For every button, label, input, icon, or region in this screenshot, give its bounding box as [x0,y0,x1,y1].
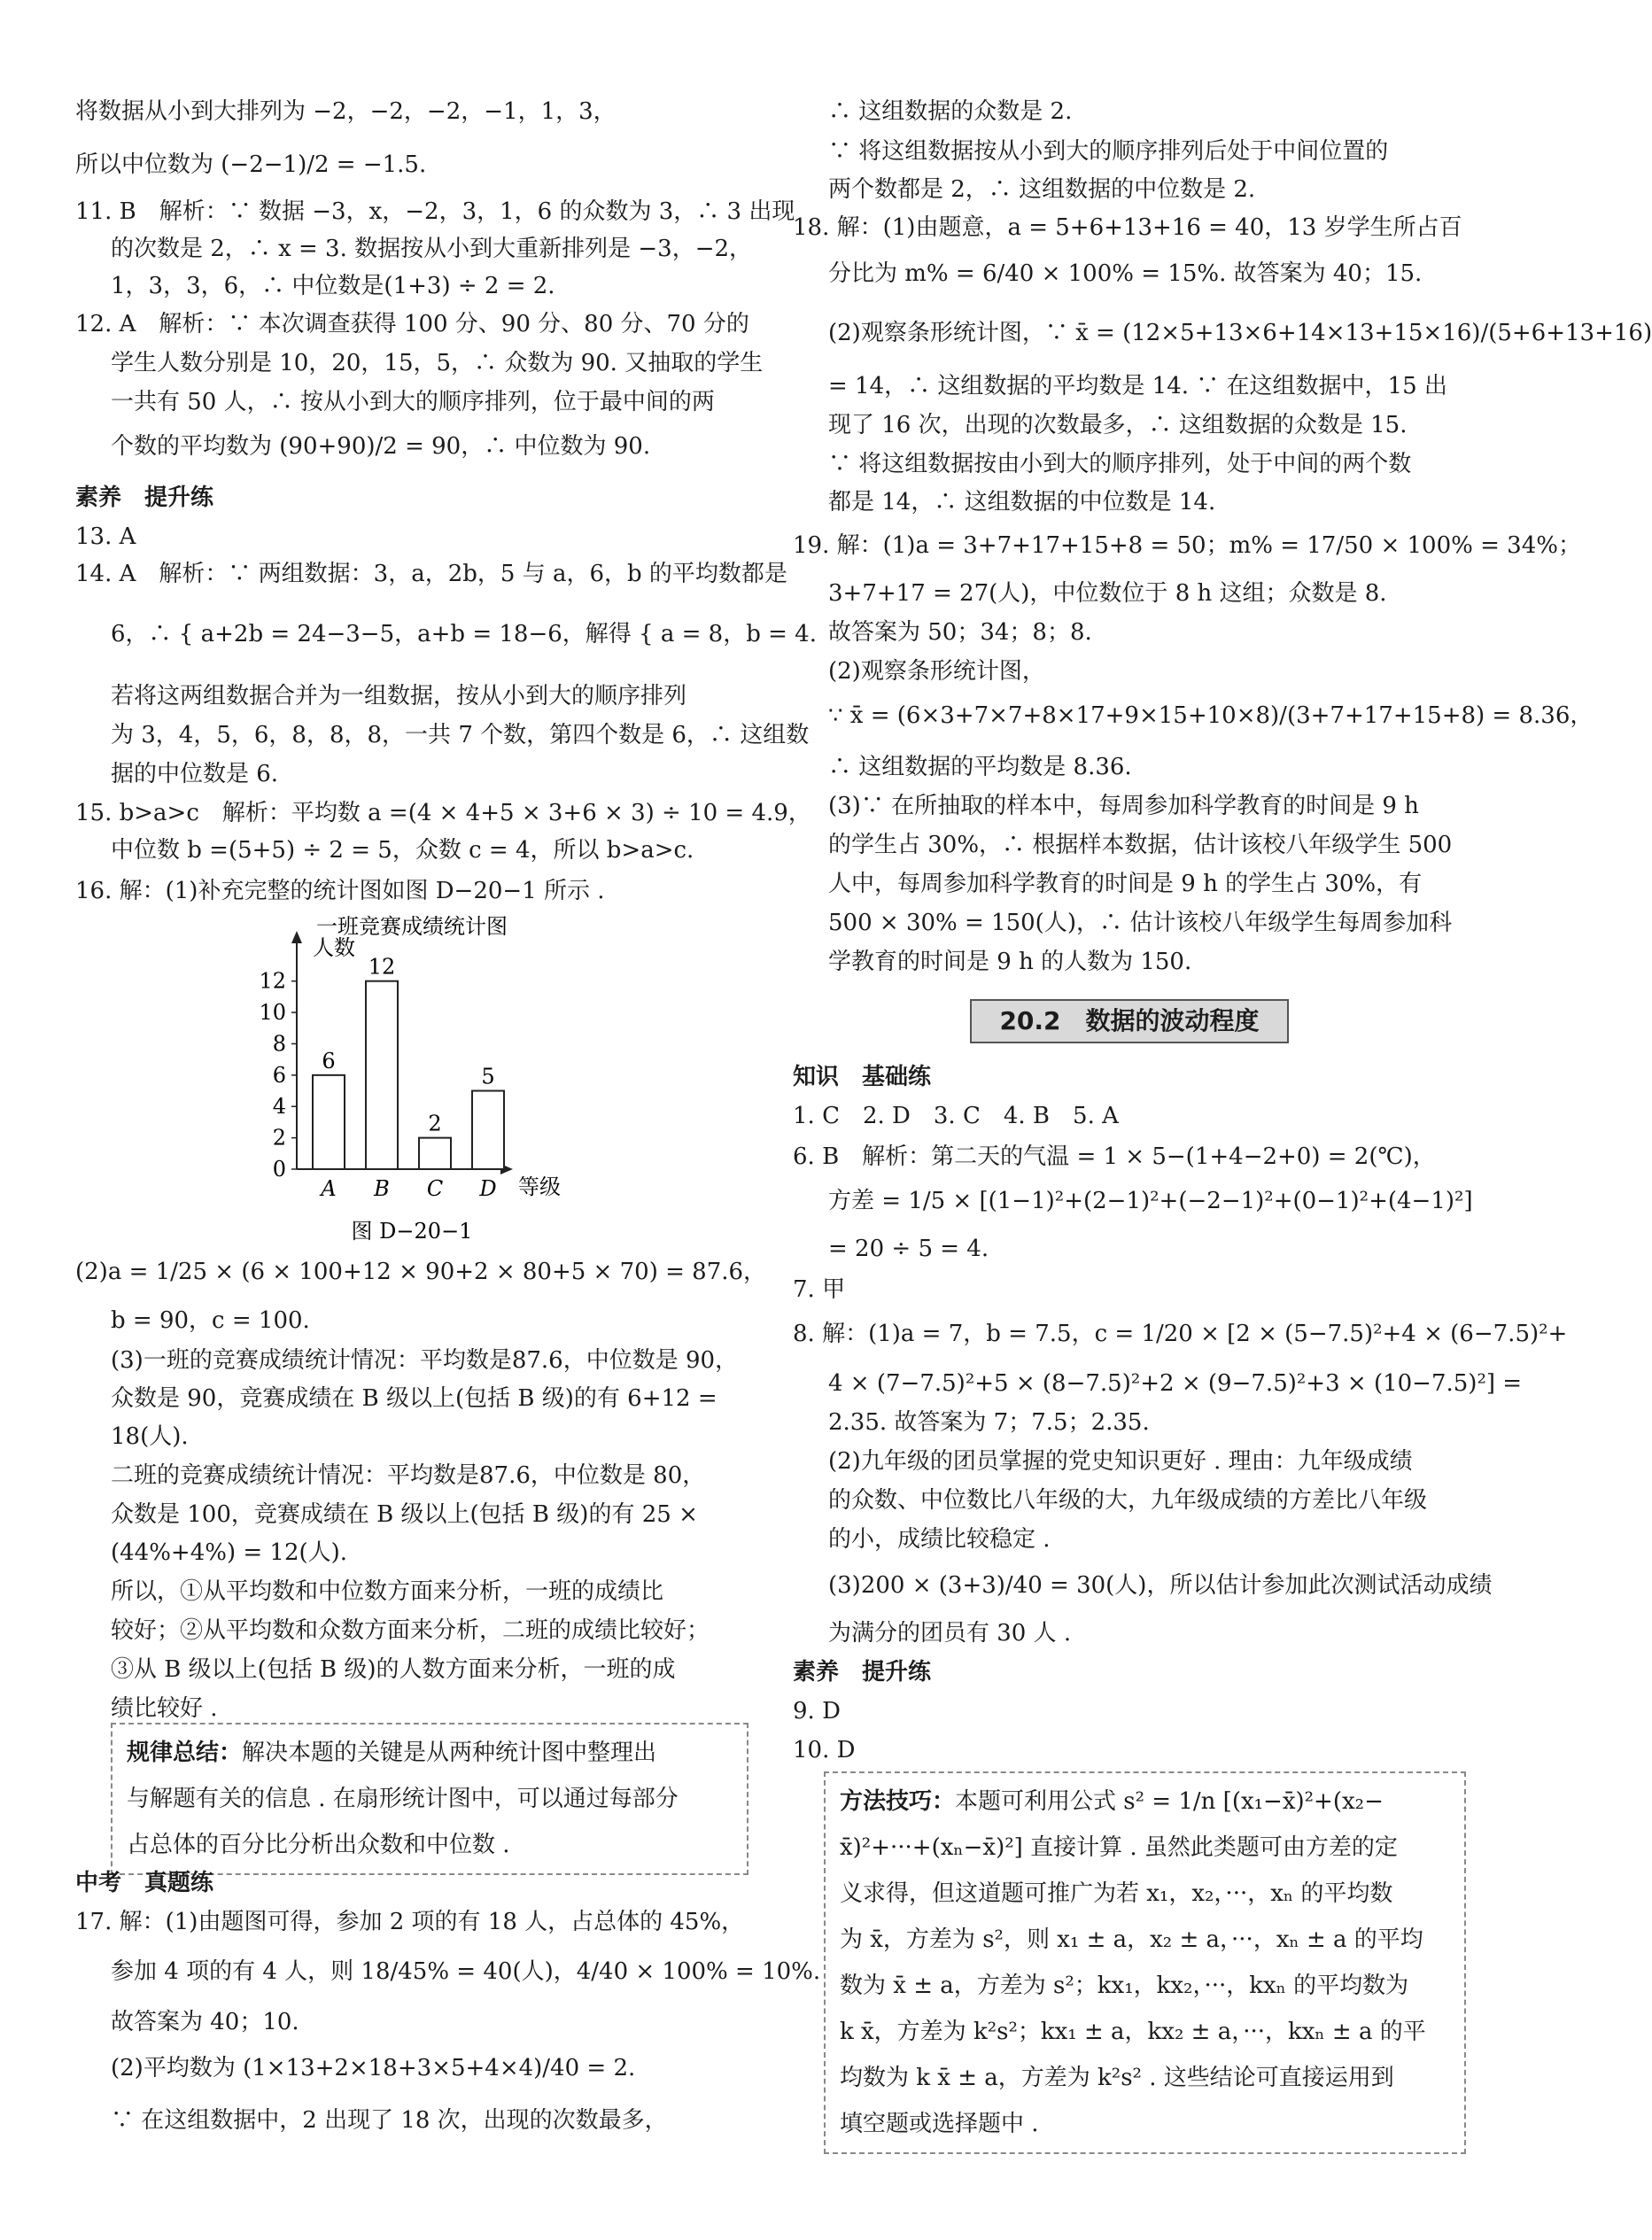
text-line: 6，∴ { a+2b = 24−3−5，a+b = 18−6，解得 { a = 8，b = 4. [111,621,817,647]
text-line: 3+7+17 = 27(人)，中位数位于 8 h 这组；众数是 8. [828,580,1387,607]
text-line: (3)∵ 在所抽取的样本中，每周参加科学教育的时间是 9 h [828,793,1419,819]
text-line: (3)200 × (3+3)/40 = 30(人)，所以估计参加此次测试活动成绩 [828,1572,1493,1599]
text-line: 参加 4 项的有 4 人，则 18/45% = 40(人)，4/40 × 100% = 10%. [111,1958,821,1985]
text-line: 16. 解：(1)补充完整的统计图如图 D−20−1 所示 . [75,878,605,904]
tip-text: k x̄，方差为 k²s²；kx₁ ± a，kx₂ ± a，···，kxₙ ± a 的平 [840,2019,1426,2045]
text-line: 中位数 b =(5+5) ÷ 2 = 5，众数 c = 4，所以 b>a>c. [111,837,694,864]
tip-box-method [824,1771,1466,2154]
tip-box-rule-summary [111,1723,748,1875]
bar-value-label: 2 [428,1111,442,1136]
text-line: ∵ 将这组数据按从小到大的顺序排列后处于中间位置的 [828,138,1389,165]
text-line: 个数的平均数为 (90+90)/2 = 90，∴ 中位数为 90. [111,433,651,460]
text-line: 都是 14，∴ 这组数据的中位数是 14. [828,489,1216,515]
text-line: (2)观察条形统计图， [828,658,1045,685]
text-line: 14. A 解析：∵ 两组数据：3，a，2b，5 与 a，6，b 的平均数都是 [75,561,787,587]
text-line: 1. C 2. D 3. C 4. B 5. A [793,1103,1119,1129]
text-line: 为满分的团员有 30 人 . [828,1620,1072,1647]
chart-title: 一班竞赛成绩统计图 [316,914,508,939]
tip-title: 方法技巧： [840,1788,956,1815]
section-heading: 素养 提升练 [75,484,214,511]
tip-text: 义求得，但这道题可推广为若 x₁，x₂，···，xₙ 的平均数 [840,1880,1393,1907]
tip-text: 数为 x̄ ± a，方差为 s²；kx₁，kx₂，···，kxₙ 的平均数为 [840,1973,1409,1999]
text-line: 一共有 50 人，∴ 按从小到大的顺序排列，位于最中间的两 [111,389,715,415]
text-line: 1，3，3，6，∴ 中位数是(1+3) ÷ 2 = 2. [111,273,555,299]
text-line: 为 3，4，5，6，8，8，8，一共 7 个数，第四个数是 6，∴ 这组数 [111,722,810,748]
text-line: 据的中位数是 6. [111,761,279,787]
text-line: 的学生占 30%，∴ 根据样本数据，估计该校八年级学生 500 [828,832,1453,858]
text-line: 10. D [793,1737,856,1763]
y-tick-label: 0 [272,1157,286,1182]
text-line: 故答案为 40；10. [111,2009,299,2035]
text-line: 所以中位数为 (−2−1)/2 = −1.5. [75,151,427,178]
section-heading: 中考 真题练 [75,1870,214,1896]
bar-C [419,1138,451,1169]
text-line: ∴ 这组数据的平均数是 8.36. [828,754,1132,780]
text-line: ∴ 这组数据的众数是 2. [828,98,1073,125]
text-line: 所以，①从平均数和中位数方面来分析，一班的成绩比 [111,1578,664,1605]
y-tick-label: 10 [259,1000,286,1026]
text-line: ③从 B 级以上(包括 B 级)的人数方面来分析，一班的成 [111,1656,676,1683]
text-line: 的次数是 2，∴ x = 3. 数据按从小到大重新排列是 −3，−2， [111,236,753,262]
figure-caption: 图 D−20−1 [351,1219,473,1244]
chapter-heading: 20.2 数据的波动程度 [970,999,1289,1043]
text-line: 众数是 90，竞赛成绩在 B 级以上(包括 B 级)的有 6+12 = [111,1385,717,1412]
section-heading: 知识 基础练 [793,1064,932,1090]
category-label: A [321,1176,337,1201]
text-line: 绩比较好 . [111,1695,218,1722]
text-line: 现了 16 次，出现的次数最多，∴ 这组数据的众数是 15. [828,412,1408,438]
text-line: = 20 ÷ 5 = 4. [828,1236,989,1262]
text-line: 12. A 解析：∵ 本次调查获得 100 分、90 分、80 分、70 分的 [75,311,749,337]
text-line: 若将这两组数据合并为一组数据，按从小到大的顺序排列 [111,683,687,709]
text-line: 11. B 解析：∵ 数据 −3，x，−2，3，1，6 的众数为 3，∴ 3 出现 [75,198,795,225]
text-line: 分比为 m% = 6/40 × 100% = 15%. 故答案为 40；15. [828,260,1423,287]
text-line: 故答案为 50；34；8；8. [828,619,1092,646]
text-line: 人中，每周参加科学教育的时间是 9 h 的学生占 30%，有 [828,871,1423,897]
text-line: (2)观察条形统计图，∵ x̄ = (12×5+13×6+14×13+15×16)/(5+6+13+16) [828,320,1652,346]
text-line: 众数是 100，竞赛成绩在 B 级以上(包括 B 级)的有 25 × [111,1501,698,1528]
text-line: 学教育的时间是 9 h 的人数为 150. [828,949,1192,975]
text-line: 9. D [793,1698,841,1725]
tip-text: 为 x̄，方差为 s²，则 x₁ ± a，x₂ ± a，···，xₙ ± a 的平均 [840,1926,1423,1953]
text-line: 8. 解：(1)a = 7，b = 7.5，c = 1/20 × [2 × (5−7.5)²+4 × (6−7.5)²+ [793,1321,1568,1347]
tip-text: 解决本题的关键是从两种统计图中整理出 [242,1740,657,1766]
text-line: b = 90，c = 100. [111,1307,310,1334]
category-label: B [374,1176,390,1201]
tip-text: 与解题有关的信息 . 在扇形统计图中，可以通过每部分 [127,1786,679,1812]
text-line: 500 × 30% = 150(人)，∴ 估计该校八年级学生每周参加科 [828,910,1453,936]
y-tick-label: 4 [272,1094,286,1120]
text-line: 13. A [75,523,136,550]
bar-A [313,1075,345,1169]
tip-text: 占总体的百分比分析出众数和中位数 . [127,1832,510,1858]
category-label: C [426,1176,444,1201]
text-line: 的小，成绩比较稳定 . [828,1526,1051,1553]
text-line: 18. 解：(1)由题意，a = 5+6+13+16 = 40，13 岁学生所占百 [793,214,1462,241]
text-line: 15. b>a>c 解析：平均数 a =(4 × 4+5 × 3+6 × 3) ÷ 10 = 4.9， [75,800,811,826]
tip-title: 规律总结： [127,1740,243,1766]
bar-value-label: 5 [481,1064,495,1089]
tip-text: x̄)²+···+(xₙ−x̄)²] 直接计算 . 虽然此类题可由方差的定 [840,1834,1398,1861]
text-line: 7. 甲 [793,1276,846,1303]
text-line: ∵ 在这组数据中，2 出现了 18 次，出现的次数最多， [111,2107,668,2134]
category-label: D [479,1176,497,1201]
bar-value-label: 6 [322,1048,336,1073]
text-line: ∵ 将这组数据按由小到大的顺序排列，处于中间的两个数 [828,451,1412,477]
section-heading: 素养 提升练 [793,1659,932,1686]
text-line: 方差 = 1/5 × [(1−1)²+(2−1)²+(−2−1)²+(0−1)²+(4−1)²] [828,1188,1473,1214]
text-line: 二班的竞赛成绩统计情况：平均数是87.6，中位数是 80， [111,1462,706,1489]
bar-chart [235,903,651,1258]
y-axis-arrow [291,931,302,943]
bar-B [366,981,398,1169]
y-tick-label: 6 [272,1062,286,1088]
text-line: = 14，∴ 这组数据的平均数是 14. ∵ 在这组数据中，15 出 [828,373,1447,399]
text-line: 的众数、中位数比八年级的大，九年级成绩的方差比八年级 [828,1487,1428,1514]
text-line: (2)a = 1/25 × (6 × 100+12 × 90+2 × 80+5 × 70) = 87.6， [75,1259,767,1285]
text-line: 2.35. 故答案为 7；7.5；2.35. [828,1409,1150,1436]
bar-value-label: 12 [368,954,396,980]
text-line: 较好；②从平均数和众数方面来分析，二班的成绩比较好； [111,1617,710,1644]
tip-text: 均数为 k x̄ ± a，方差为 k²s² . 这些结论可直接运用到 [840,2065,1394,2091]
text-line: 将数据从小到大排列为 −2，−2，−2，−1，1，3， [75,98,617,125]
bar-D [472,1091,504,1169]
text-line: (2)九年级的团员掌握的党史知识更好 . 理由：九年级成绩 [828,1448,1413,1475]
text-line: ∵ x̄ = (6×3+7×7+8×17+9×15+10×8)/(3+7+17+15+8) = 8.36， [828,702,1594,729]
text-line: 6. B 解析：第二天的气温 = 1 × 5−(1+4−2+0) = 2(℃)， [793,1143,1436,1170]
text-line: (2)平均数为 (1×13+2×18+3×5+4×4)/40 = 2. [111,2055,636,2081]
y-tick-label: 8 [272,1031,286,1057]
text-line: 两个数都是 2，∴ 这组数据的中位数是 2. [828,176,1256,203]
y-tick-label: 2 [272,1125,286,1151]
x-axis-label: 等级 [518,1174,561,1199]
text-line: (44%+4%) = 12(人). [111,1539,348,1566]
tip-text: 本题可利用公式 s² = 1/n [(x₁−x̄)²+(x₂− [955,1788,1384,1815]
tip-text: 填空题或选择题中 . [840,2111,1039,2137]
y-axis-label: 人数 [313,935,355,960]
y-tick-label: 12 [259,968,286,994]
text-line: 4 × (7−7.5)²+5 × (8−7.5)²+2 × (9−7.5)²+3 × (10−7.5)²] = [828,1370,1523,1397]
text-line: 学生人数分别是 10，20，15，5，∴ 众数为 90. 又抽取的学生 [111,350,764,376]
text-line: 18(人). [111,1423,189,1450]
text-line: (3)一班的竞赛成绩统计情况：平均数是87.6，中位数是 90， [111,1347,739,1374]
text-line: 19. 解：(1)a = 3+7+17+15+8 = 50；m% = 17/50 × 100% = 34%； [793,532,1581,559]
text-line: 17. 解：(1)由题图可得，参加 2 项的有 18 人，占总体的 45%， [75,1909,745,1935]
